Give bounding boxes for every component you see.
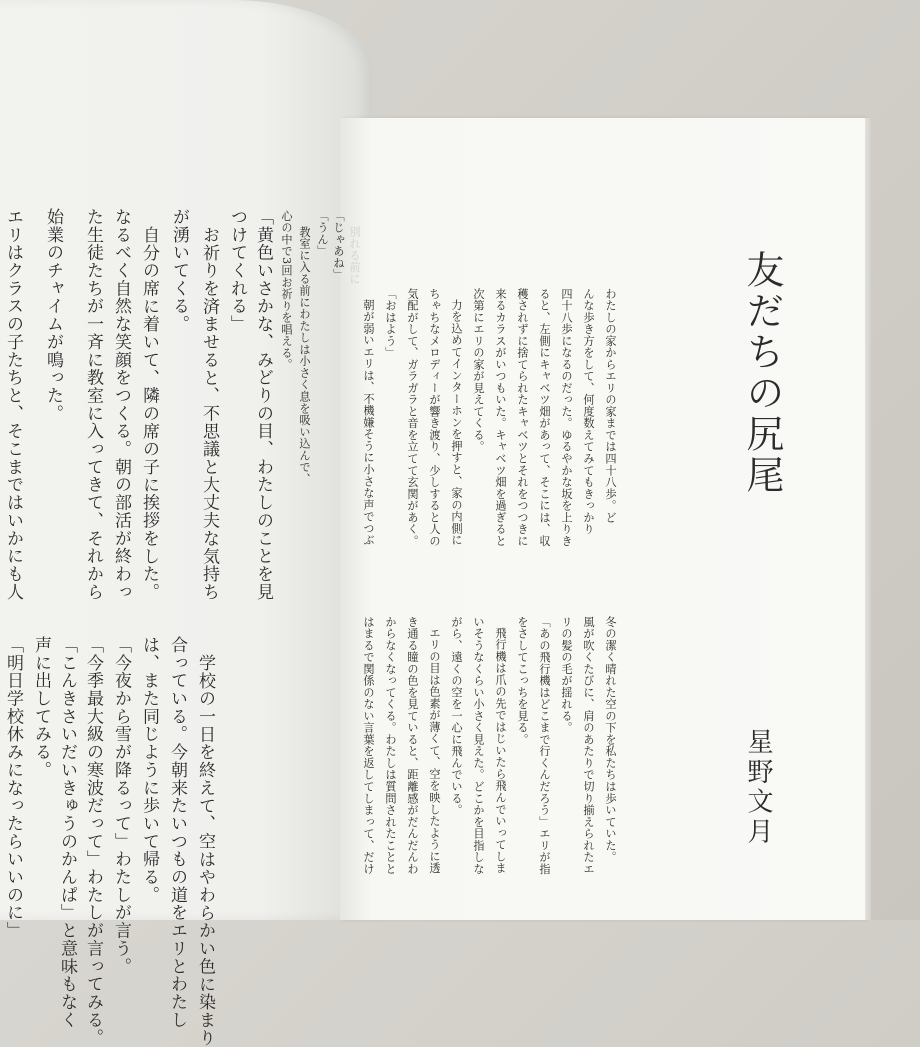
text-line: がら、遠くの空を一心に飛んでいる。 <box>450 616 463 816</box>
story-author: 星野文月 <box>743 728 773 848</box>
text-line: 教室に入る前にわたしは小さく息を吸い込んで、 <box>298 226 311 485</box>
text-line: リの髪の毛が揺れる。 <box>560 616 573 734</box>
text-line: は、また同じように歩いて帰る。 <box>139 636 159 904</box>
text-line: 気配がして、ガラガラと音を立てて玄関があく。 <box>406 288 419 547</box>
text-line: つけてくれる」 <box>227 208 247 333</box>
text-line: ると、左側にキャベツ畑があって、そこには、収 <box>538 288 551 547</box>
text-line: 「あの飛行機はどこまで行くんだろう」エリが指 <box>538 616 551 875</box>
text-line: からなくなってくる。わたしは質問されたことと <box>384 616 397 875</box>
text-line: 心の中で3回お祈りを唱える。 <box>280 210 293 371</box>
text-line: なるべく自然な笑顔をつくる。朝の部活が終わっ <box>111 208 131 601</box>
text-line: お祈りを済ませると、不思議と大丈夫な気持ち <box>199 226 219 601</box>
text-line: 始業のチャイムが鳴った。 <box>43 208 63 423</box>
text-line: 「今夜から雪が降るって」わたしが言う。 <box>111 636 131 976</box>
text-line: 四十八歩になるのだった。ゆるやかな坂を上りき <box>560 288 573 547</box>
text-line: 学校の一日を終えて、空はやわらかい色に染まり <box>195 654 215 1047</box>
text-line: き通る瞳の色を見ていると、距離感がだんだんわ <box>406 616 419 875</box>
text-line: 飛行機は爪の先ではじいたら飛んでいってしま <box>494 627 507 874</box>
text-line: 穫されずに捨てられたキャベツとそれをつつきに <box>516 288 529 547</box>
story-title: 友だちの尻尾 <box>740 250 784 497</box>
text-line: 「今季最大級の寒波だって」わたしが言ってみる。 <box>83 636 103 1047</box>
text-line: 次第にエリの家が見えてくる。 <box>472 288 485 453</box>
text-line: が湧いてくる。 <box>169 208 189 333</box>
text-line: 「黄色いさかな、みどりの目、わたしのことを見 <box>253 208 273 601</box>
text-line: 別れる前に <box>348 226 361 285</box>
text-line: エリの目は色素が薄くて、空を映したように透 <box>428 627 441 874</box>
text-line: ちゃちなメロディーが響き渡り、少しすると人の <box>428 288 441 547</box>
text-line: 来るカラスがいつもいた。キャベツ畑を過ぎると <box>494 288 507 547</box>
text-line: 「明日学校休みになったらいいのに」 <box>3 636 23 940</box>
text-line: エリはクラスの子たちと、そこまではいかにも人 <box>3 208 23 601</box>
text-line: 「じゃあね」 <box>332 210 345 281</box>
text-line: 合っている。今朝来たいつもの道をエリとわたし <box>167 636 187 1029</box>
text-line: 「こんきさいだいきゅうのかんぱ」と意味もなく <box>57 636 77 1029</box>
text-line: 風が吹くたびに、肩のあたりで切り揃えられたエ <box>582 616 595 875</box>
text-line: いそうなくらい小さく見えた。どこかを目指しな <box>472 616 485 875</box>
text-line: 冬の潔く晴れた空の下を私たちは歩いていた。 <box>604 616 617 863</box>
text-line: 自分の席に着いて、隣の席の子に挨拶をした。 <box>139 226 159 601</box>
text-line: 力を込めてインターホンを押すと、家の内側に <box>450 299 463 546</box>
text-line: 朝が弱いエリは、不機嫌そうに小さな声でつぶ <box>362 299 375 546</box>
text-line: をさしてこっちを見る。 <box>516 616 529 746</box>
text-line: 「おはよう」 <box>384 288 397 359</box>
text-line: た生徒たちが一斉に教室に入ってきて、それから <box>83 208 103 601</box>
text-line: わたしの家からエリの家までは四十八歩。ど <box>604 288 617 524</box>
text-line: 「うん」 <box>316 210 329 258</box>
text-line: はまるで関係のない言葉を返してしまって、だけ <box>362 616 375 875</box>
text-line: んな歩き方をして、何度数えてみてもきっかり <box>582 288 595 535</box>
text-line: 声に出してみる。 <box>31 636 51 779</box>
